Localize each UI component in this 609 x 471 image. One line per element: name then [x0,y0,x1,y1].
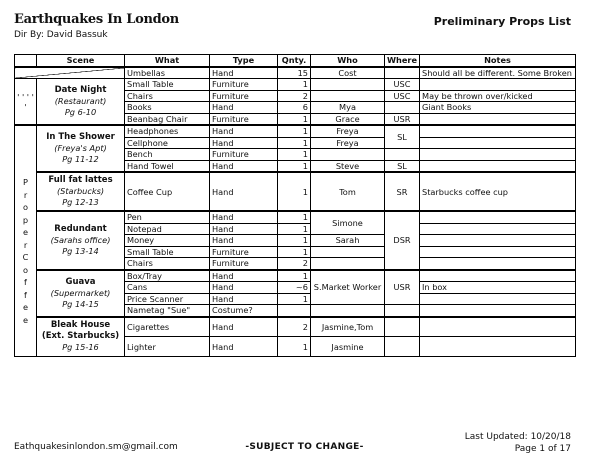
notes-cell: In box [420,282,576,294]
scene-location: (Freya's Apt) [54,143,107,153]
col-header-qnty: Qnty. [278,55,311,67]
qnty-cell [278,305,311,317]
qnty-cell: 1 [278,211,311,223]
table-row [15,125,576,137]
notes-cell [420,293,576,305]
qnty-cell: 2 [278,317,311,337]
qnty-cell: 2 [278,90,311,102]
scene-name: Guava [65,276,96,287]
type-cell: Hand [210,211,278,223]
who-cell: Tom [311,172,385,211]
notes-cell [420,211,576,223]
qnty-cell: 1 [278,223,311,235]
where-cell: USC [385,90,420,102]
what-cell: Cans [125,282,210,294]
who-cell [311,258,385,270]
notes-cell [420,113,576,125]
type-cell: Hand [210,282,278,294]
type-cell: Hand [210,337,278,357]
where-cell [385,149,420,161]
qnty-cell: 1 [278,160,311,172]
what-cell: Box/Tray [125,270,210,282]
qnty-cell: 1 [278,113,311,125]
header-row [15,55,576,67]
notes-cell [420,79,576,91]
type-cell: Furniture [210,113,278,125]
col-header-where: Where [385,55,420,67]
type-cell: Hand [210,317,278,337]
who-text: S.Market Worker [313,281,382,292]
qnty-cell: 1 [278,149,311,161]
side-label-2 [15,125,37,357]
type-cell: Furniture [210,149,278,161]
notes-cell [420,305,576,317]
what-cell: Notepad [125,223,210,235]
who-cell [311,270,385,305]
notes-cell [420,137,576,149]
scene-pages: Pg 13-14 [62,245,99,256]
type-cell: Hand [210,137,278,149]
notes-cell [420,235,576,247]
who-cell: Freya [311,125,385,137]
what-cell: Nametag "Sue" [125,305,210,317]
director-line: Dir By: David Bassuk [14,30,108,40]
qnty-cell: 1 [278,79,311,91]
who-cell: Cost [311,67,385,79]
who-cell: Sarah [311,235,385,247]
type-cell: Hand [210,125,278,137]
table-row [15,211,576,223]
col-header-notes: Notes [420,55,576,67]
document-title: Preliminary Props List [433,15,571,28]
qnty-cell: 1 [278,337,311,357]
scene-guava [37,270,125,317]
type-cell: Furniture [210,258,278,270]
scene-name: Redundant [54,223,107,234]
notes-cell [420,270,576,282]
footer-meta [465,431,571,455]
where-cell: SR [385,172,420,211]
scene-location: (Starbucks) [56,186,105,196]
type-cell: Furniture [210,90,278,102]
where-cell: DSR [385,211,420,270]
who-cell [311,90,385,102]
where-cell: SL [385,160,420,172]
scene-pages: Pg 12-13 [62,197,99,207]
show-title: Earthquakes In London [14,12,179,27]
who-cell [311,246,385,258]
table-row [15,172,576,211]
what-cell: Pen [125,211,210,223]
scene-location: (Sarahs office) [50,234,111,245]
table-row [15,270,576,282]
who-cell [311,305,385,317]
who-cell [311,149,385,161]
col-header-what: What [125,55,210,67]
what-cell: Headphones [125,125,210,137]
notes-cell [420,125,576,137]
scene-pages: Pg 14-15 [62,298,99,309]
scene-date-night [37,79,125,126]
where-cell: USR [385,113,420,125]
what-cell: Beanbag Chair [125,113,210,125]
qnty-cell: 6 [278,102,311,114]
qnty-cell: 1 [278,125,311,137]
notes-cell [420,317,576,337]
scene-redundant [37,211,125,270]
type-cell: Hand [210,102,278,114]
notes-cell: Giant Books [420,102,576,114]
header-left [14,12,179,40]
notes-cell [420,149,576,161]
what-cell: Coffee Cup [125,172,210,211]
qnty-cell: 1 [278,246,311,258]
what-cell: Chairs [125,90,210,102]
qnty-cell: 2 [278,258,311,270]
notes-cell [420,337,576,357]
what-cell: Bench [125,149,210,161]
who-cell: Grace [311,113,385,125]
notes-cell [420,258,576,270]
scene-name: Bleak House (Ext. Starbucks) [41,320,120,342]
table-row [15,67,576,79]
qnty-cell: 1 [278,270,311,282]
what-cell: Money [125,235,210,247]
type-cell: Hand [210,293,278,305]
type-cell: Hand [210,270,278,282]
where-cell [385,317,420,337]
where-cell [385,305,420,317]
type-cell: Hand [210,235,278,247]
type-cell: Furniture [210,246,278,258]
what-cell: Books [125,102,210,114]
notes-cell [420,223,576,235]
scene-pages: Pg 6-10 [64,107,97,117]
what-cell: Small Table [125,246,210,258]
qnty-cell: 1 [278,172,311,211]
type-cell: Furniture [210,79,278,91]
where-cell [385,67,420,79]
who-cell: Mya [311,102,385,114]
qnty-cell: 1 [278,137,311,149]
notes-cell [420,160,576,172]
where-cell [385,102,420,114]
who-cell [311,79,385,91]
what-cell: Lighter [125,337,210,357]
scene-location: (Restaurant) [54,96,107,106]
who-cell: Jasmine [311,337,385,357]
type-cell: Hand [210,160,278,172]
notes-cell [420,246,576,258]
where-cell [385,337,420,357]
type-cell: Hand [210,67,278,79]
type-cell: Hand [210,172,278,211]
who-cell: Steve [311,160,385,172]
qnty-cell: 1 [278,293,311,305]
type-cell: Costume? [210,305,278,317]
type-cell: Hand [210,223,278,235]
qnty-cell: 1 [278,235,311,247]
col-header-who: Who [311,55,385,67]
scene-bleak-house [37,317,125,357]
scene-name: Date Night [54,85,107,95]
where-cell: USR [385,270,420,305]
table-row [15,79,576,91]
what-cell: Price Scanner [125,293,210,305]
where-cell: SL [385,125,420,149]
who-cell: Jasmine,Tom [311,317,385,337]
corner-cell [15,55,37,67]
table-row [15,317,576,337]
notes-cell: Should all be different. Some Broken [420,67,576,79]
side-label-text: P r o p e r C o f f e e [22,177,29,325]
what-cell: Chairs [125,258,210,270]
scene-location: (Supermarket) [50,287,111,298]
props-table [14,54,576,357]
side-label-1: ' ' ' ' ' [15,79,37,126]
qnty-cell: 15 [278,67,311,79]
page-number: Page 1 of 17 [514,444,571,454]
what-cell: Small Table [125,79,210,91]
notes-cell: Starbucks coffee cup [420,172,576,211]
qnty-cell: ~6 [278,282,311,294]
last-updated: Last Updated: 10/20/18 [464,432,571,442]
col-header-type: Type [210,55,278,67]
what-cell: Umbellas [125,67,210,79]
notes-cell: May be thrown over/kicked [420,90,576,102]
col-header-scene: Scene [37,55,125,67]
diagonal-cell [15,67,125,79]
who-cell: Freya [311,137,385,149]
scene-pages: Pg 15-16 [62,342,99,353]
footer-email: Eathquakesinlondon.sm@gmail.com [14,442,178,452]
what-cell: Cigarettes [125,317,210,337]
what-cell: Hand Towel [125,160,210,172]
who-cell: Simone [311,211,385,235]
scene-name: In The Shower [46,132,115,142]
scene-name: Full fat lattes [48,175,113,185]
where-cell: USC [385,79,420,91]
scene-pages: Pg 11-12 [62,154,99,164]
scene-full-fat-lattes [37,172,125,211]
scene-in-the-shower [37,125,125,172]
what-cell: Cellphone [125,137,210,149]
subject-to-change: -SUBJECT TO CHANGE- [245,442,364,452]
